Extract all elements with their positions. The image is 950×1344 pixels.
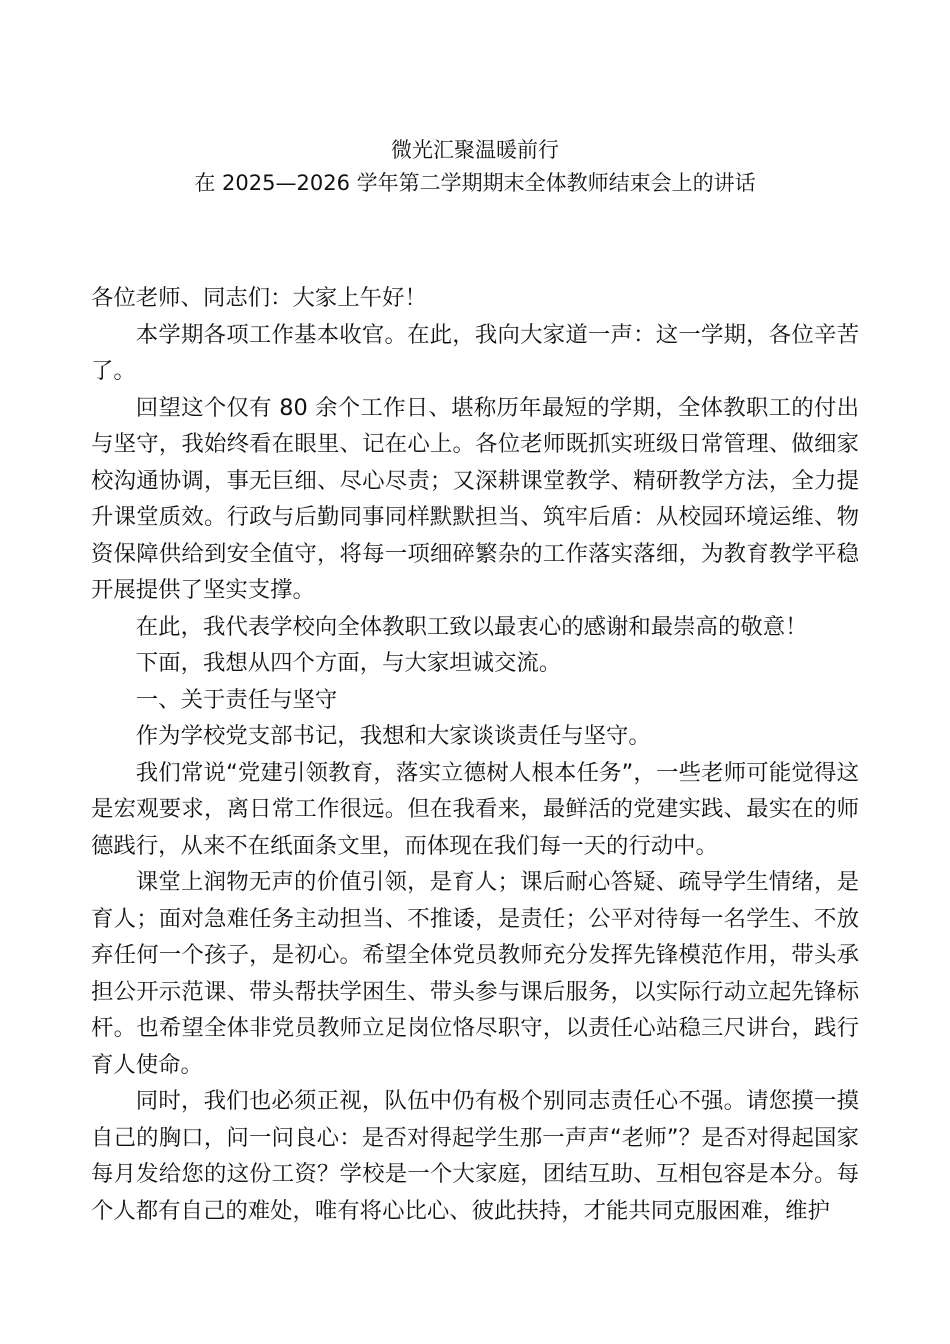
main-title: 微光汇聚温暖前行 xyxy=(391,138,559,162)
paragraph: 作为学校党支部书记，我想和大家谈谈责任与坚守。 xyxy=(135,723,651,749)
speech-body xyxy=(91,280,859,1229)
salutation: 各位老师、同志们：大家上午好！ xyxy=(91,285,427,311)
section-heading: 一、关于责任与坚守 xyxy=(135,686,338,713)
paragraph: 我们常说“党建引领教育，落实立德树人根本任务”，一些老师可能觉得这是宏观要求，离日常工作很远。但在我看来，最鲜活的党建实践、最实在的师德践行，从来不在纸面条文里，而体现在我们每一天的行动中。 xyxy=(91,759,859,859)
paragraph: 本学期各项工作基本收官。在此，我向大家道一声：这一学期，各位辛苦了。 xyxy=(91,321,859,384)
paragraph: 课堂上润物无声的价值引领，是育人；课后耐心答疑、疏导学生情绪，是育人；面对急难任务主动担当、不推诿，是责任；公平对待每一名学生、不放弃任何一个孩子，是初心。希望全体党员教师充分发挥先锋模范作用，带头承担公开示范课、带头帮扶学困生、带头参与课后服务，以实际行动立起先锋标杆。也希望全体非党员教师立足岗位恪尽职守，以责任心站稳三尺讲台，践行育人使命。 xyxy=(91,869,859,1078)
paragraph: 下面，我想从四个方面，与大家坦诚交流。 xyxy=(135,650,562,676)
subtitle: 在 2025—2026 学年第二学期期末全体教师结束会上的讲话 xyxy=(194,171,756,195)
paragraph: 回望这个仅有 80 余个工作日、堪称历年最短的学期，全体教职工的付出与坚守，我始终看在眼里、记在心上。各位老师既抓实班级日常管理、做细家校沟通协调，事无巨细、尽心尽责；又深耕课堂教学、精研教学方法，全力提升课堂质效。行政与后勤同事同样默默担当、筑牢后盾：从校园环境运维、物资保障供给到安全值守，将每一项细碎繁杂的工作落实落细，为教育教学平稳开展提供了坚实支撑。 xyxy=(91,394,859,603)
title-block xyxy=(91,134,859,200)
paragraph: 在此，我代表学校向全体教职工致以最衷心的感谢和最崇高的敬意！ xyxy=(135,613,808,640)
paragraph: 同时，我们也必须正视，队伍中仍有极个别同志责任心不强。请您摸一摸自己的胸口，问一问良心：是否对得起学生那一声声“老师”？是否对得起国家每月发给您的这份工资？学校是一个大家庭，团结互助、互相包容是本分。每个人都有自己的难处，唯有将心比心、彼此扶持，才能共同克服困难，维护 xyxy=(91,1088,859,1224)
